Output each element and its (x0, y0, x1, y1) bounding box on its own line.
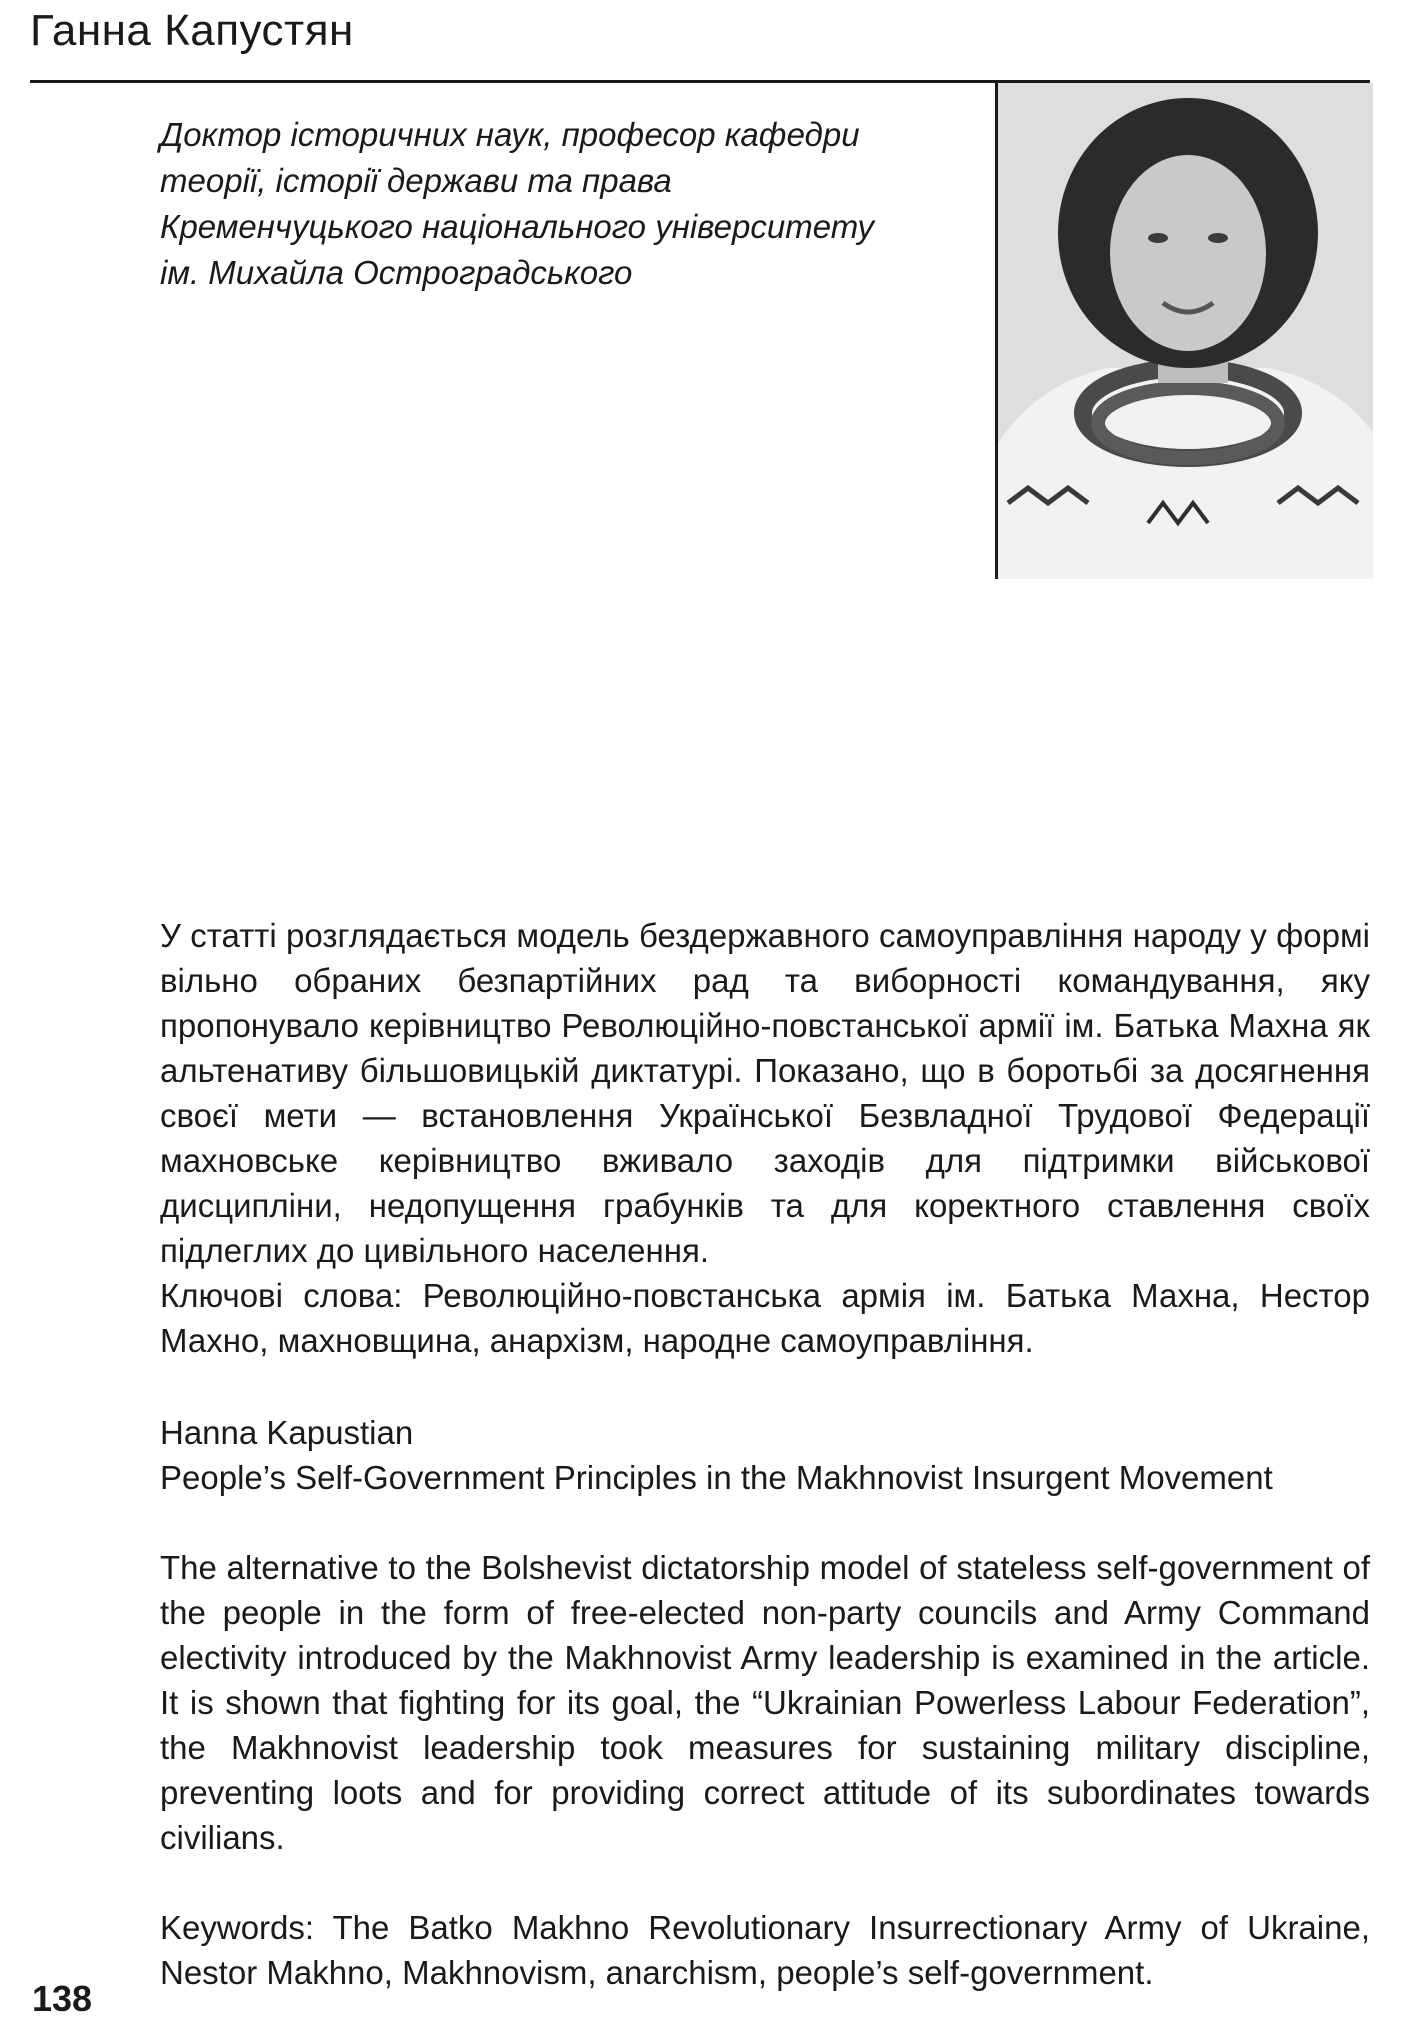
keywords-ukrainian: Ключові слова: Революційно-повстанська армія ім. Батька Махна, Нестор Махно, махновщина, анархізм, народне самоуправління. (160, 1277, 1370, 1359)
abstract-ukrainian: У статті розглядається модель бездержавного самоуправління народу у формі вільно обраних безпартійних рад та виборності командування, яку пропонувало керівництво Революційно-повстанської армії ім. Батька Махна як альтенативу більшовицькій диктатурі. Показано, що в боротьбі за досягнення своєї мети — встановлення Української Безвладної Трудової Федерації махновське керівництво вживало заходів для підтримки військової дисципліни, недопущення грабунків та для коректного ставлення своїх підлеглих до цивільного населення. (160, 917, 1370, 1269)
author-affiliation: Доктор історичних наук, професор кафедри теорії, історії держави та права Кременчуцького національного університету ім. Михайла Остроградського (160, 116, 874, 291)
running-header-author: Ганна Капустян (30, 6, 354, 55)
author-portrait (995, 83, 1373, 579)
english-author-name: Hanna Kapustian (160, 1414, 414, 1451)
keywords-english: Keywords: The Batko Makhno Revolutionary Insurrectionary Army of Ukraine, Nestor Makhno, Makhnovism, anarchism, people’s self-government. (160, 1909, 1370, 1991)
abstract-english: The alternative to the Bolshevist dictatorship model of stateless self-government of the people in the form of free-elected non-party councils and Army Command electivity introduced by the Makhnovist Army leadership is examined in the article. It is shown that fighting for its goal, the “Ukrainian Powerless Labour Federation”, the Makhnovist leadership took measures for sustaining military discipline, preventing loots and for providing correct attitude of its subordinates towards civilians. (160, 1549, 1370, 1856)
english-article-title: People’s Self-Government Principles in the Makhnovist Insurgent Movement (160, 1459, 1273, 1496)
page-number: 138 (32, 1978, 93, 2019)
